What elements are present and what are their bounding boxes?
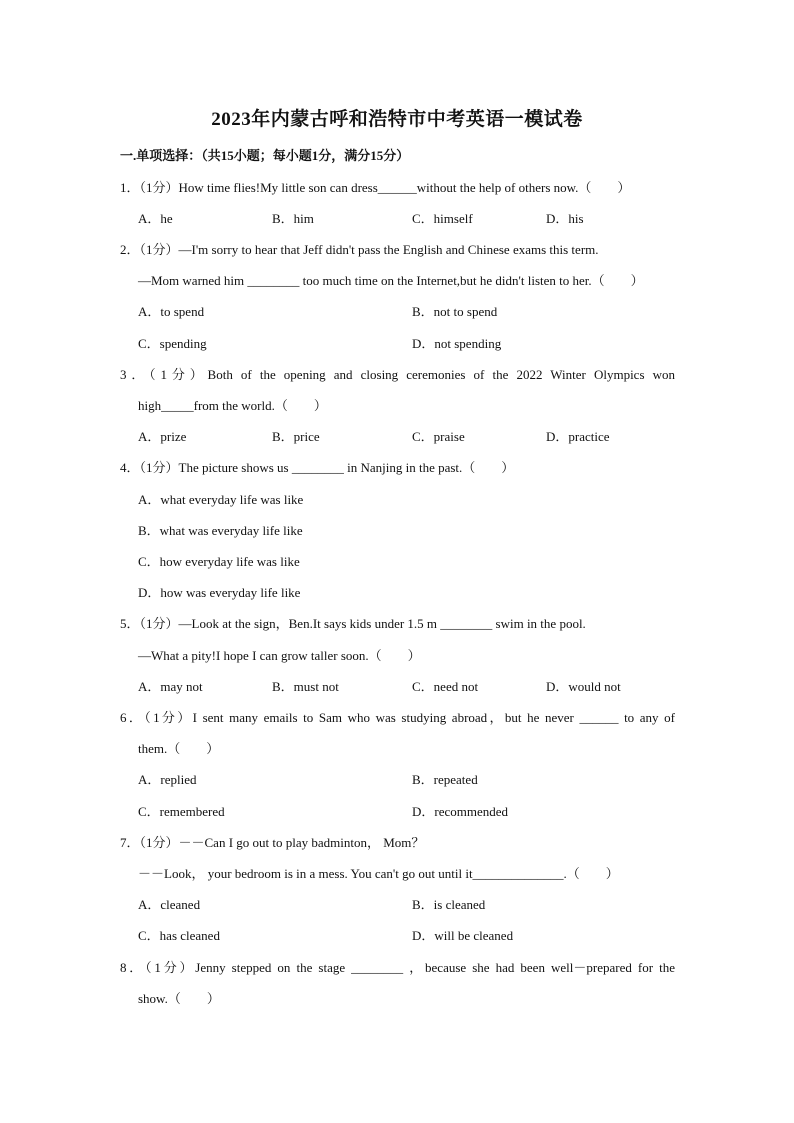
q7-option-c: C．has cleaned [138, 928, 220, 943]
section-heading: 一.单项选择：（共15小题；每小题1分，满分15分） [120, 148, 410, 163]
q6-option-b: B．repeated [412, 772, 478, 787]
q1-option-a: A．he [138, 211, 173, 226]
q5-option-d: D．would not [546, 679, 621, 694]
q3-option-a: A．prize [138, 429, 187, 444]
question-4-stem: 4．（1分）The picture shows us ________ in Nanjing in the past.（ ） [120, 460, 515, 475]
question-7-stem: 7．（1分）－－Can I go out to play badminton， Mom？ [120, 835, 425, 850]
question-2-stem-cont: —Mom warned him ________ too much time on the Internet,but he didn't listen to her.（ ） [138, 273, 644, 288]
question-2-stem: 2．（1分）—I'm sorry to hear that Jeff didn't pass the English and Chinese exams this term. [120, 242, 599, 257]
q2-option-b: B．not to spend [412, 304, 498, 319]
q7-option-a: A．cleaned [138, 897, 201, 912]
question-5-stem: 5．（1分）—Look at the sign，Ben.It says kids under 1.5 m ________ swim in the pool. [120, 616, 586, 631]
page-title: 2023年内蒙古呼和浩特市中考英语一模试卷 [211, 109, 583, 130]
question-8-stem-cont: show.（ ） [138, 991, 220, 1006]
q6-option-a: A．replied [138, 772, 197, 787]
question-6-stem-cont: them.（ ） [138, 741, 220, 756]
question-7-stem-cont: －－Look， your bedroom is in a mess. You can't go out until it______________.（ ） [138, 866, 619, 881]
question-1-stem: 1．（1分）How time flies!My little son can dress______without the help of others now.（ ） [120, 180, 631, 195]
q5-option-a: A．may not [138, 679, 203, 694]
question-5-stem-cont: —What a pity!I hope I can grow taller soon.（ ） [138, 648, 421, 663]
q7-option-d: D．will be cleaned [412, 928, 514, 943]
question-6-stem: 6．（1分）I sent many emails to Sam who was studying abroad，but he never ______ to any of [120, 710, 675, 725]
q5-option-b: B．must not [272, 679, 339, 694]
q1-option-b: B．him [272, 211, 314, 226]
q4-option-b: B．what was everyday life like [138, 523, 303, 538]
q7-option-b: B．is cleaned [412, 897, 486, 912]
q4-option-a: A．what everyday life was like [138, 492, 304, 507]
q1-option-c: C．himself [412, 211, 473, 226]
question-3-stem: 3．（1分）Both of the opening and closing ceremonies of the 2022 Winter Olympics won [120, 367, 675, 382]
q3-option-d: D．practice [546, 429, 610, 444]
q2-option-a: A．to spend [138, 304, 205, 319]
q2-option-c: C．spending [138, 336, 207, 351]
q6-option-d: D．recommended [412, 804, 509, 819]
q3-option-b: B．price [272, 429, 320, 444]
q4-option-d: D．how was everyday life like [138, 585, 301, 600]
q4-option-c: C．how everyday life was like [138, 554, 300, 569]
q3-option-c: C．praise [412, 429, 465, 444]
q1-option-d: D．his [546, 211, 584, 226]
q6-option-c: C．remembered [138, 804, 225, 819]
q2-option-d: D．not spending [412, 336, 502, 351]
question-8-stem: 8．（1分）Jenny stepped on the stage ________ ，because she had been well－prepared for the [120, 960, 675, 975]
question-3-stem-cont: high_____from the world.（ ） [138, 398, 327, 413]
q5-option-c: C．need not [412, 679, 479, 694]
